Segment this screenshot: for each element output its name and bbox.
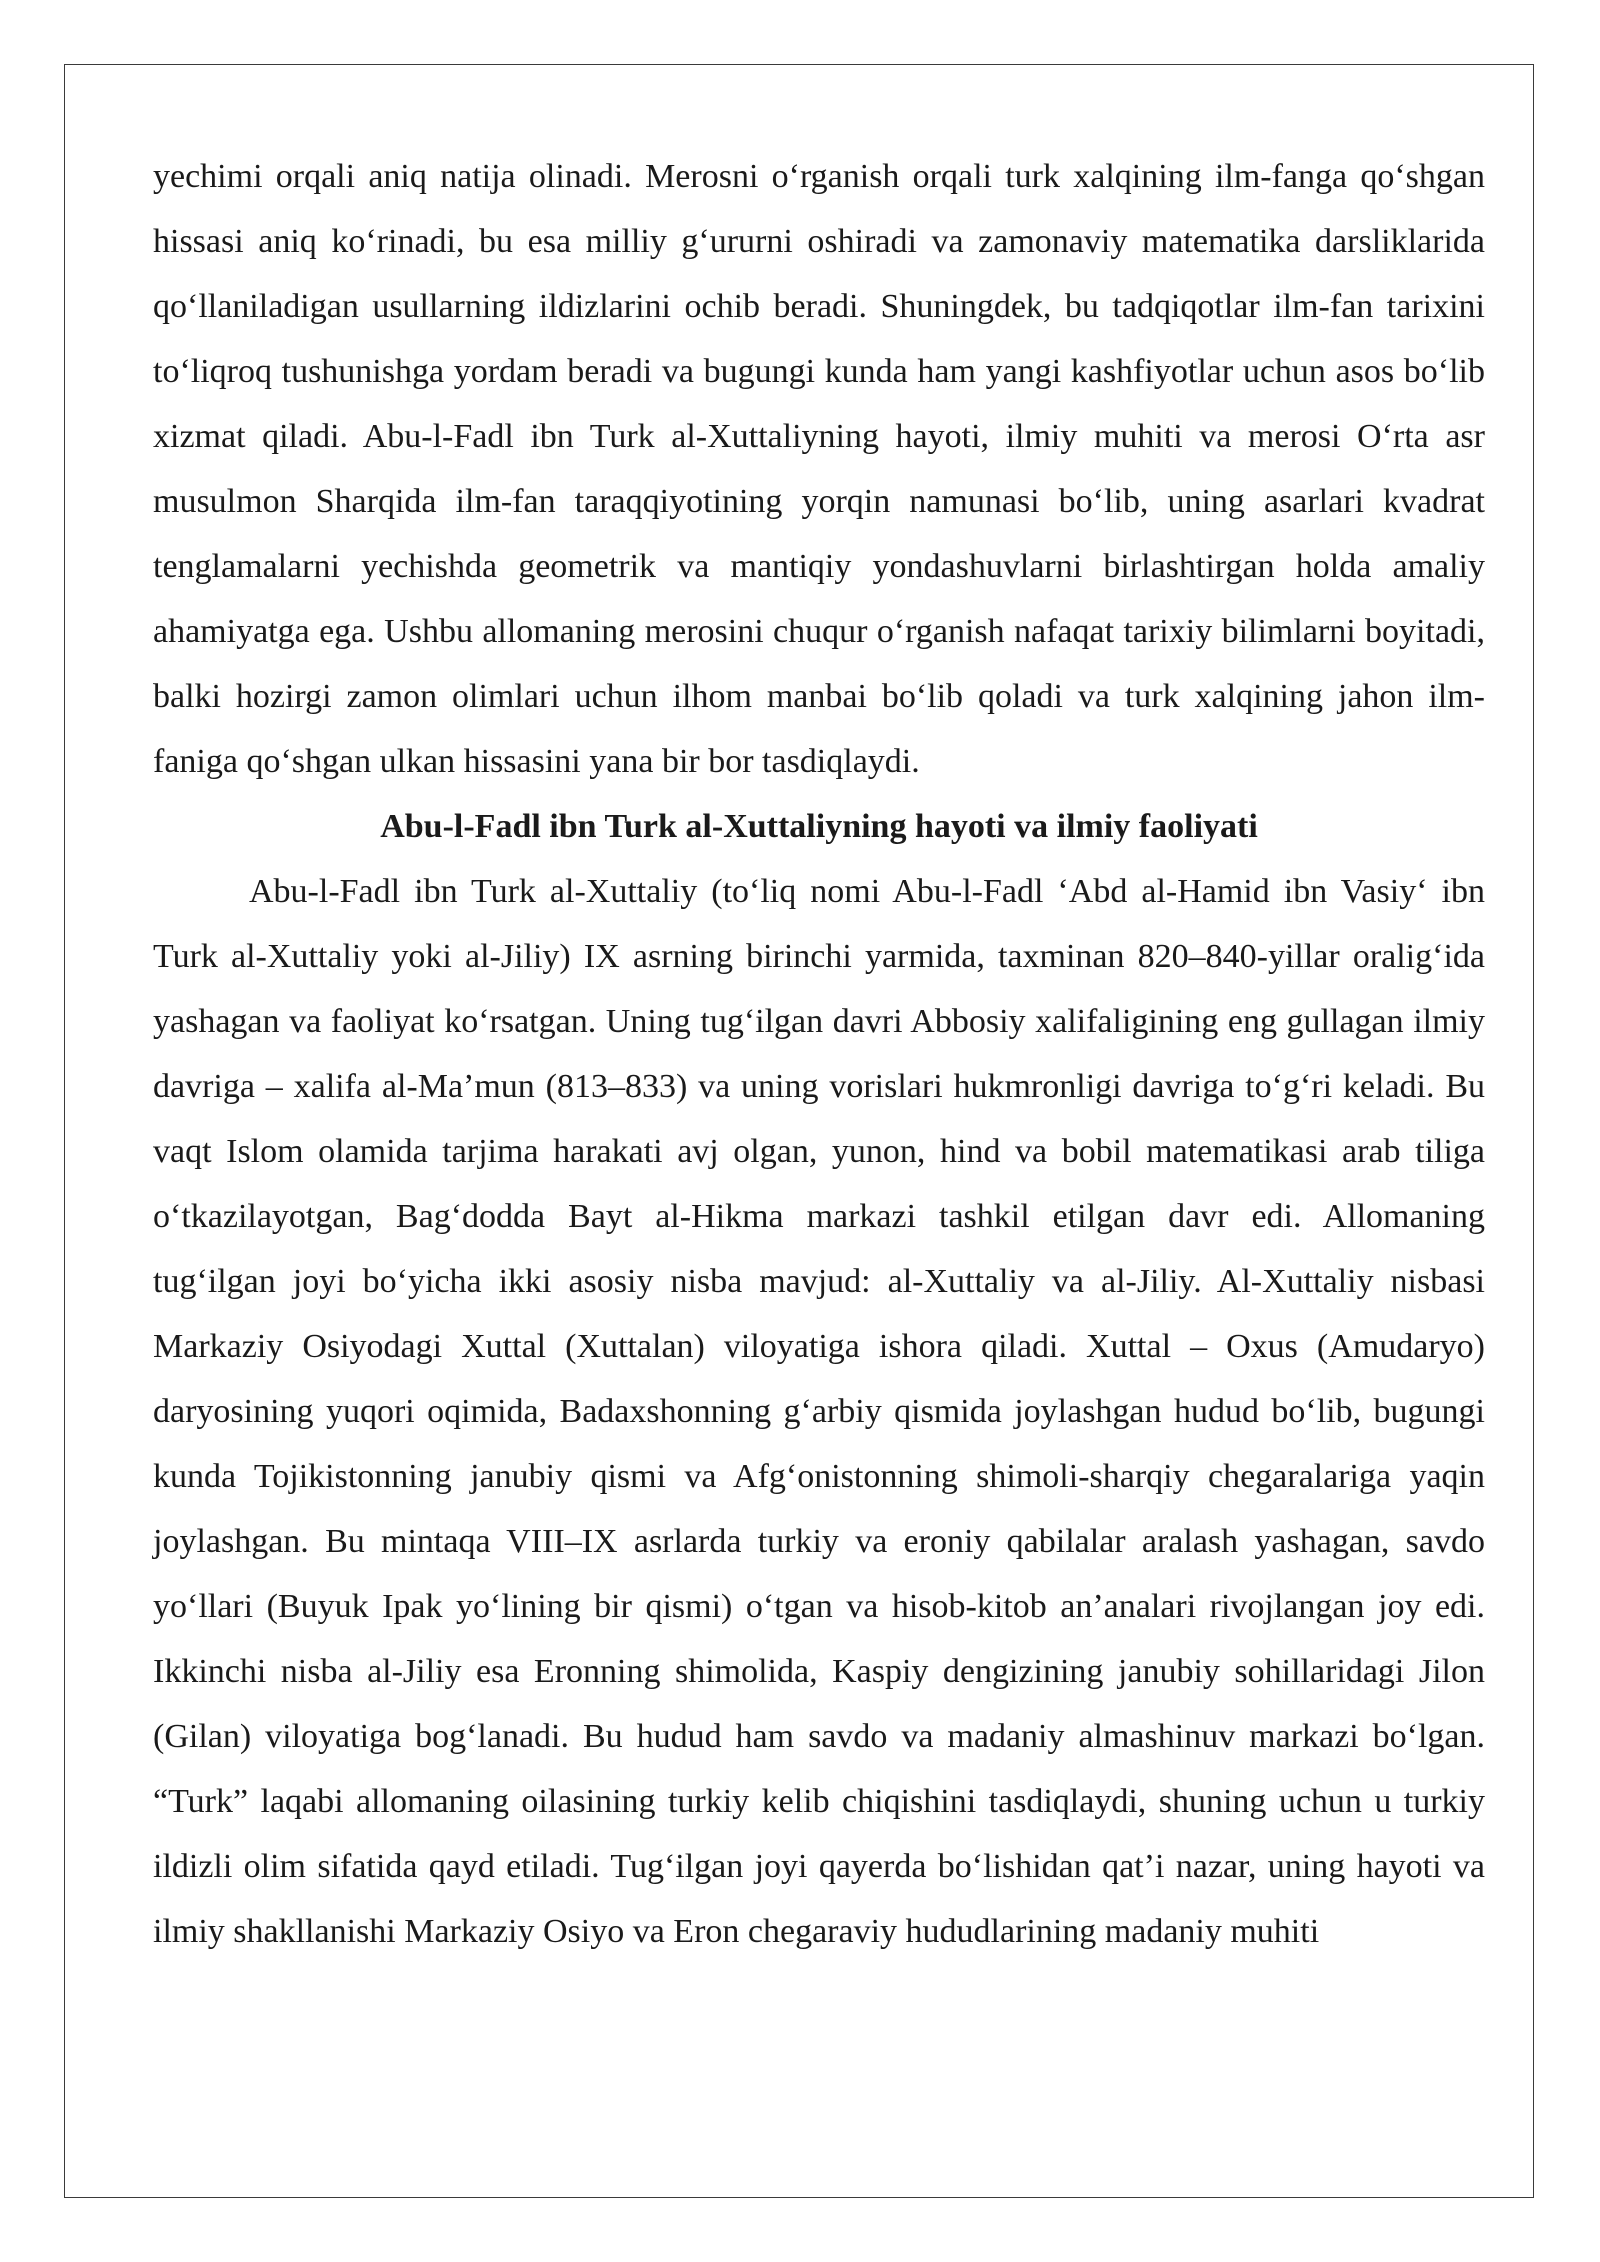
section-heading: Abu-l-Fadl ibn Turk al-Xuttaliyning hayoti va ilmiy faoliyati [380,808,1258,845]
section-paragraph: Abu-l-Fadl ibn Turk al-Xuttaliy (to‘liq nomi Abu-l-Fadl ‘Abd al-Hamid ibn Vasiy‘ ibn Turk al-Xuttaliy yoki al-Jiliy) IX asrning birinchi yarmida, taxminan 820–840-yillar oralig‘ida yashagan va faoliyat ko‘rsatgan. Uning tug‘ilgan davri Abbosiy xalifaligining eng gullagan ilmiy davriga – xalifa al-Ma’mun (813–833) va uning vorislari hukmronligi davriga to‘g‘ri keladi. Bu vaqt Islom olamida tarjima harakati avj olgan, yunon, hind va bobil matematikasi arab tiliga o‘tkazilayotgan, Bag‘dodda Bayt al-Hikma markazi tashkil etilgan davr edi. Allomaning tug‘ilgan joyi bo‘yicha ikki asosiy nisba mavjud: al-Xuttaliy va al-Jiliy. Al-Xuttaliy nisbasi Markaziy Osiyodagi Xuttal (Xuttalan) viloyatiga ishora qiladi. Xuttal – Oxus (Amudaryo) daryosining yuqori oqimida, Badaxshonning g‘arbiy qismida joylashgan hudud bo‘lib, bugungi kunda Tojikistonning janubiy qismi va Afg‘onistonning shimoli-sharqiy chegaralariga yaqin joylashgan. Bu mintaqa VIII–IX asrlarda turkiy va eroniy qabilalar aralash yashagan, savdo yo‘llari (Buyuk Ipak yo‘lining bir qismi) o‘tgan va hisob-kitob an’analari rivojlangan joy edi. Ikkinchi nisba al-Jiliy esa Eronning shimolida, Kaspiy dengizining janubiy sohillaridagi Jilon (Gilan) viloyatiga bog‘lanadi. Bu hudud ham savdo va madaniy almashinuv markazi bo‘lgan. “Turk” laqabi allomaning oilasining turkiy kelib chiqishini tasdiqlaydi, shuning uchun u turkiy ildizli olim sifatida qayd etiladi. Tug‘ilgan joyi qayerda bo‘lishidan qat’i nazar, uning hayoti va ilmiy shakllanishi Markaziy Osiyo va Eron chegaraviy hududlarining madaniy muhiti [153,873,1485,1950]
intro-paragraph: yechimi orqali aniq natija olinadi. Merosni o‘rganish orqali turk xalqining ilm-fanga qo‘shgan hissasi aniq ko‘rinadi, bu esa milliy g‘ururni oshiradi va zamonaviy matematika darsliklarida qo‘llaniladigan usullarning ildizlarini ochib beradi. Shuningdek, bu tadqiqotlar ilm-fan tarixini to‘liqroq tushunishga yordam beradi va bugungi kunda ham yangi kashfiyotlar uchun asos bo‘lib xizmat qiladi. Abu-l-Fadl ibn Turk al-Xuttaliyning hayoti, ilmiy muhiti va merosi O‘rta asr musulmon Sharqida ilm-fan taraqqiyotining yorqin namunasi bo‘lib, uning asarlari kvadrat tenglamalarni yechishda geometrik va mantiqiy yondashuvlarni birlashtirgan holda amaliy ahamiyatga ega. Ushbu allomaning merosini chuqur o‘rganish nafaqat tarixiy bilimlarni boyitadi, balki hozirgi zamon olimlari uchun ilhom manbai bo‘lib qoladi va turk xalqining jahon ilm-faniga qo‘shgan ulkan hissasini yana bir bor tasdiqlaydi. [153,158,1485,780]
document-body [153,144,1485,1964]
